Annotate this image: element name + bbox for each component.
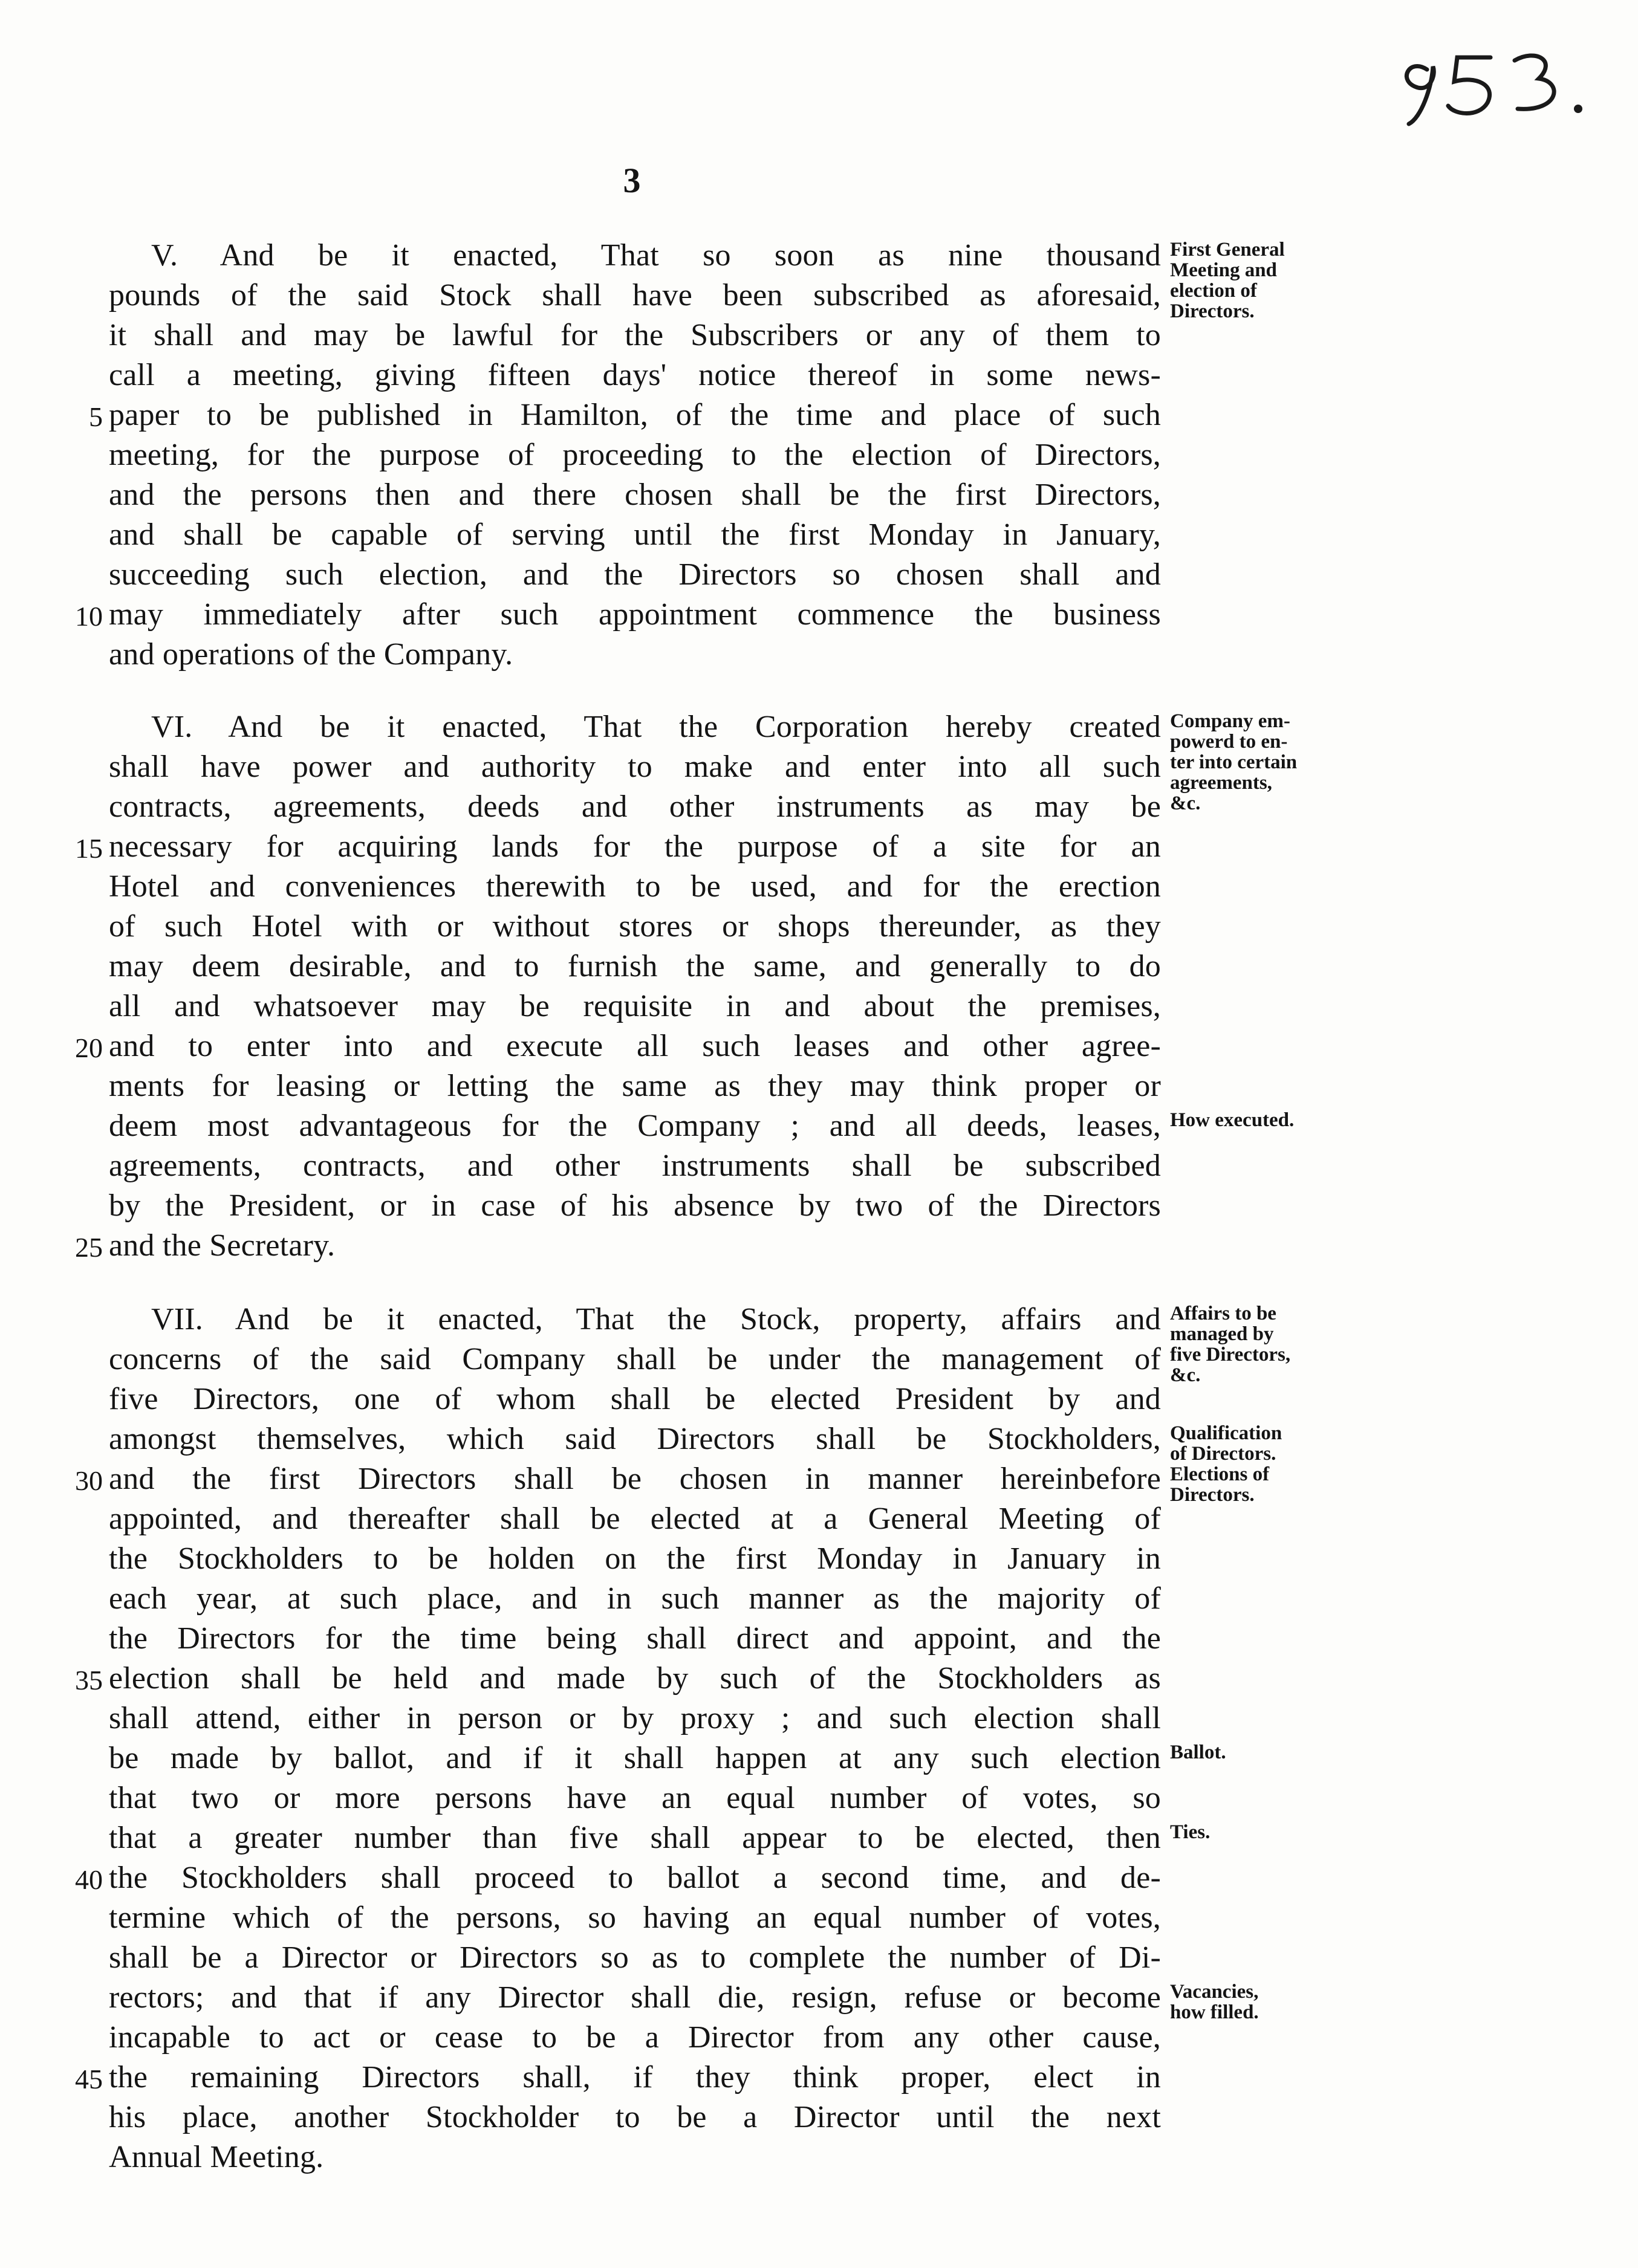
text-line: and to enter into and execute all such leases and other agree-: [109, 1029, 1161, 1063]
margin-note-line: Directors.: [1170, 300, 1255, 322]
text-line: deem most advantageous for the Company ; and all deeds, leases,: [109, 1109, 1161, 1143]
text-line: all and whatsoever may be requisite in and about the premises,: [109, 989, 1161, 1023]
line-number: 20: [75, 1032, 103, 1063]
text-line: and the first Directors shall be chosen in manner hereinbefore: [109, 1462, 1161, 1496]
line-number: 5: [89, 401, 103, 432]
text-line: the Directors for the time being shall direct and appoint, and the: [109, 1621, 1161, 1656]
margin-note-line: how filled.: [1170, 2001, 1259, 2023]
text-line: that a greater number than five shall appear to be elected, then: [109, 1821, 1161, 1855]
text-line: necessary for acquiring lands for the purpose of a site for an: [109, 829, 1161, 864]
line-number: 30: [75, 1465, 103, 1496]
text-line: each year, at such place, and in such manner as the majority of: [109, 1581, 1161, 1616]
margin-note-line: five Directors,: [1170, 1344, 1291, 1366]
text-line: VI. And be it enacted, That the Corporation hereby created: [151, 710, 1161, 744]
text-line: by the President, or in case of his absence by two of the Directors: [109, 1188, 1161, 1223]
margin-note-line: ter into certain: [1170, 751, 1298, 773]
margin-note-line: Elections of: [1170, 1463, 1270, 1485]
margin-note: [1170, 239, 1370, 322]
text-line: meeting, for the purpose of proceeding to the election of Directors,: [109, 438, 1161, 472]
text-line: concerns of the said Company shall be under the management of: [109, 1342, 1161, 1376]
line-number: 40: [75, 1864, 103, 1895]
margin-note: [1170, 711, 1370, 814]
text-line: amongst themselves, which said Directors shall be Stockholders,: [109, 1422, 1161, 1456]
text-line: five Directors, one of whom shall be elected President by and: [109, 1382, 1161, 1416]
margin-note-line: How executed.: [1170, 1109, 1295, 1131]
text-line: incapable to act or cease to be a Director from any other cause,: [109, 2020, 1161, 2055]
margin-note-line: Qualification: [1170, 1422, 1282, 1444]
margin-note-line: Vacancies,: [1170, 1981, 1259, 2003]
margin-note-line: &c.: [1170, 1364, 1201, 1386]
text-line: contracts, agreements, deeds and other instruments as may be: [109, 789, 1161, 824]
text-line: rectors; and that if any Director shall die, resign, refuse or become: [109, 1980, 1161, 2015]
margin-note: [1170, 1981, 1370, 2023]
text-line: V. And be it enacted, That so soon as nine thousand: [151, 238, 1161, 273]
line-number: 10: [75, 601, 103, 632]
text-line: Annual Meeting.: [109, 2140, 324, 2174]
text-line: and the Secretary.: [109, 1228, 336, 1263]
text-line: Hotel and conveniences therewith to be used, and for the erection: [109, 869, 1161, 904]
text-line: shall have power and authority to make and enter into all such: [109, 750, 1161, 784]
margin-note-line: Affairs to be: [1170, 1303, 1276, 1324]
text-line: the Stockholders shall proceed to ballot a second time, and de-: [109, 1861, 1161, 1895]
line-number: 35: [75, 1665, 103, 1696]
margin-note-line: managed by: [1170, 1323, 1274, 1345]
margin-note-line: powerd to en-: [1170, 731, 1288, 753]
text-line: call a meeting, giving fifteen days' notice thereof in some news-: [109, 358, 1161, 392]
margin-note-line: Directors.: [1170, 1484, 1255, 1506]
text-line: termine which of the persons, so having an equal number of votes,: [109, 1900, 1161, 1935]
margin-note-line: election of: [1170, 280, 1257, 302]
text-line: it shall and may be lawful for the Subscribers or any of them to: [109, 318, 1161, 352]
margin-note: [1170, 1303, 1370, 1385]
text-line: of such Hotel with or without stores or shops thereunder, as they: [109, 909, 1161, 944]
margin-note: [1170, 1822, 1370, 1842]
text-line: VII. And be it enacted, That the Stock, property, affairs and: [151, 1302, 1161, 1336]
text-line: paper to be published in Hamilton, of the time and place of such: [109, 398, 1161, 432]
margin-note: [1170, 1110, 1370, 1130]
handwritten-folio-number: [1385, 33, 1614, 130]
text-line: shall attend, either in person or by proxy ; and such election shall: [109, 1701, 1161, 1735]
margin-note-line: &c.: [1170, 792, 1201, 814]
margin-note-line: agreements,: [1170, 772, 1272, 794]
line-number: 45: [75, 2064, 103, 2095]
text-line: be made by ballot, and if it shall happen at any such election: [109, 1741, 1161, 1775]
text-line: the Stockholders to be holden on the first Monday in January in: [109, 1541, 1161, 1576]
text-line: pounds of the said Stock shall have been subscribed as aforesaid,: [109, 278, 1161, 313]
margin-note-line: Ties.: [1170, 1821, 1211, 1843]
text-line: and shall be capable of serving until the first Monday in January,: [109, 517, 1161, 552]
text-line: succeeding such election, and the Directors so chosen shall and: [109, 557, 1161, 592]
text-line: appointed, and thereafter shall be elected at a General Meeting of: [109, 1502, 1161, 1536]
line-number: 25: [75, 1232, 103, 1263]
page-number: 3: [623, 161, 641, 200]
text-line: and the persons then and there chosen shall be the first Directors,: [109, 478, 1161, 512]
margin-note-line: Meeting and: [1170, 259, 1277, 281]
margin-note-line: Company em-: [1170, 710, 1290, 732]
line-number: 15: [75, 833, 103, 864]
text-line: may immediately after such appointment commence the business: [109, 597, 1161, 632]
margin-note-line: of Directors.: [1170, 1443, 1276, 1465]
margin-note: [1170, 1742, 1370, 1763]
text-line: election shall be held and made by such of the Stockholders as: [109, 1661, 1161, 1696]
text-line: may deem desirable, and to furnish the same, and generally to do: [109, 949, 1161, 983]
margin-note-line: First General: [1170, 239, 1285, 261]
text-line: shall be a Director or Directors so as to complete the number of Di-: [109, 1940, 1161, 1975]
text-line: agreements, contracts, and other instruments shall be subscribed: [109, 1149, 1161, 1183]
margin-note-line: Ballot.: [1170, 1742, 1226, 1763]
text-line: ments for leasing or letting the same as they may think proper or: [109, 1069, 1161, 1103]
text-line: and operations of the Company.: [109, 637, 513, 672]
text-line: the remaining Directors shall, if they think proper, elect in: [109, 2060, 1161, 2095]
text-line: that two or more persons have an equal number of votes, so: [109, 1781, 1161, 1815]
text-line: his place, another Stockholder to be a Director until the next: [109, 2100, 1161, 2134]
margin-note: [1170, 1423, 1370, 1505]
